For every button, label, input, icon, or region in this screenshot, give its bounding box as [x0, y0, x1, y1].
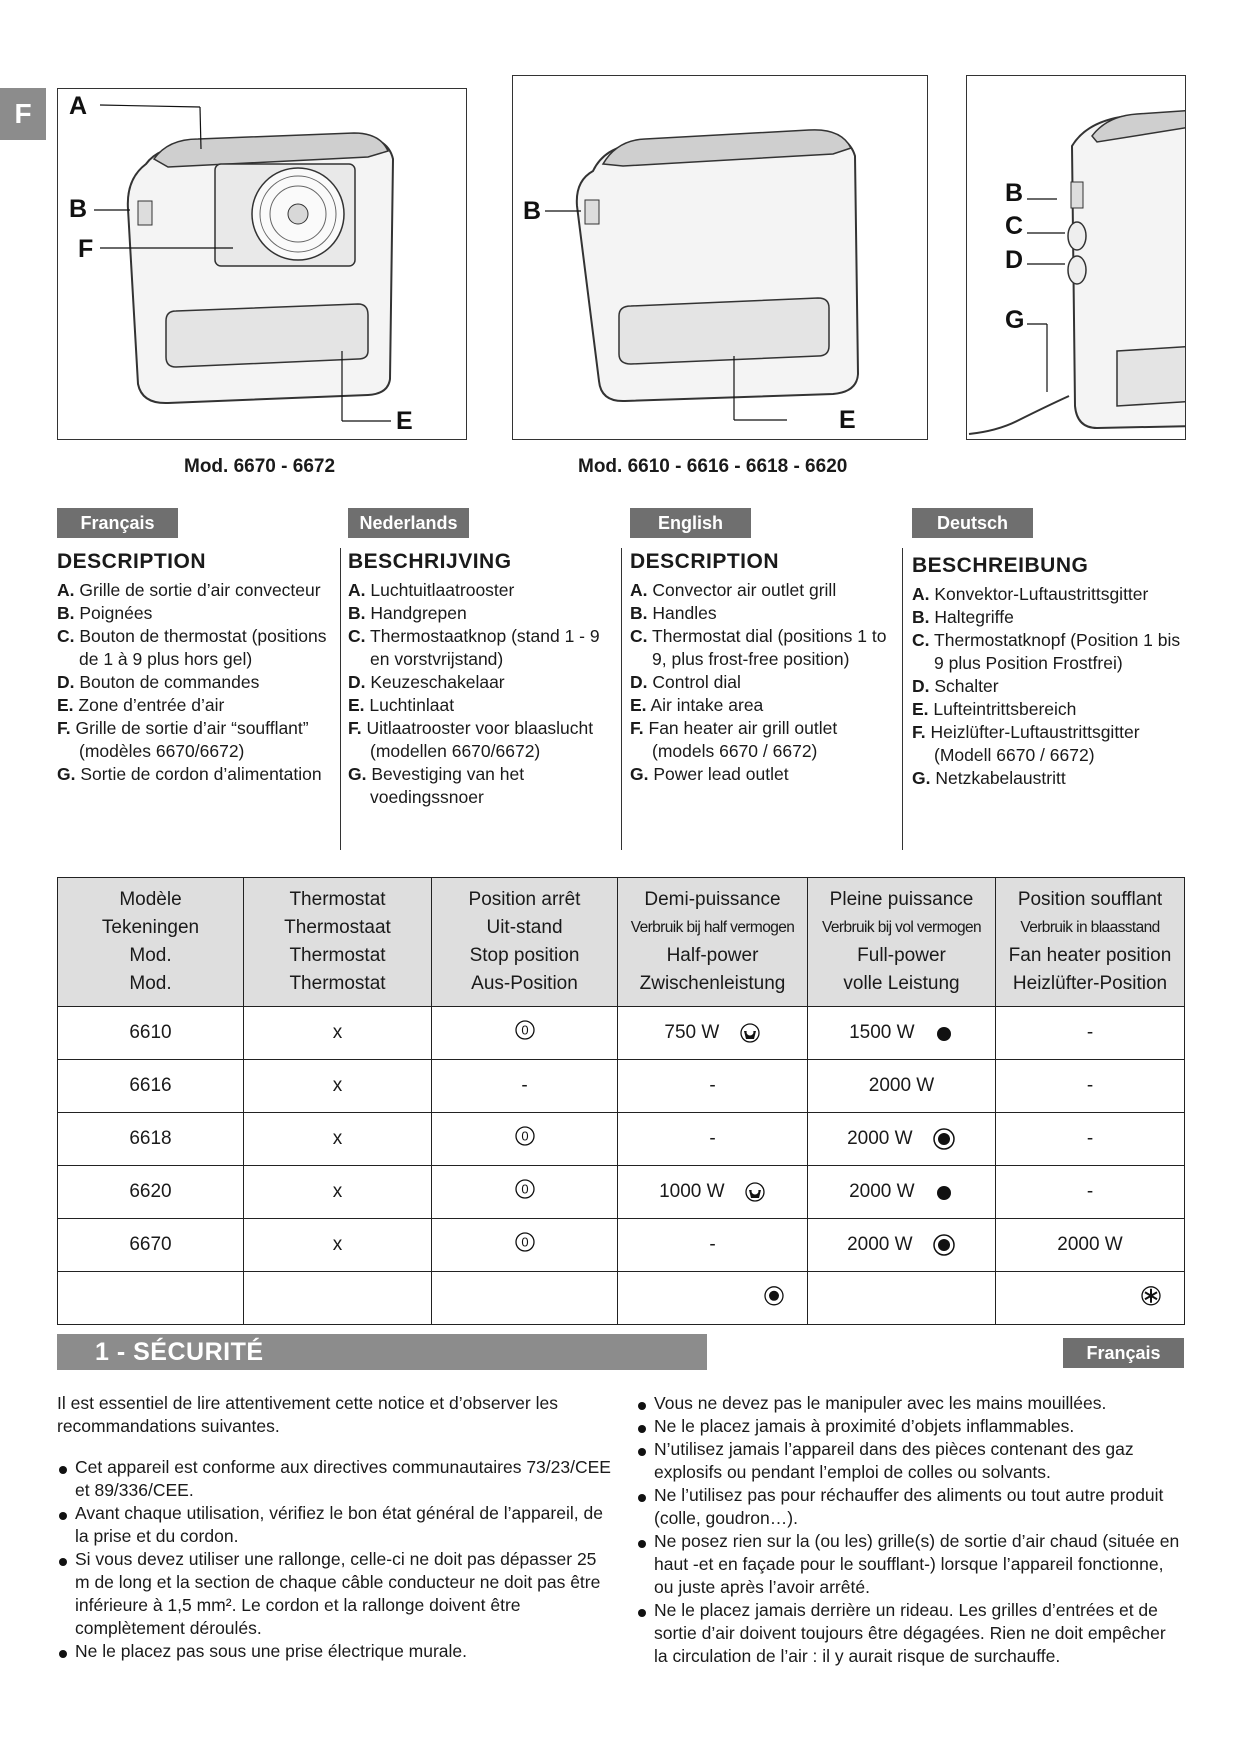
- description-item: A. Grille de sortie d’air convecteur: [57, 580, 321, 600]
- cell-empty: [432, 1272, 618, 1325]
- stop-zero-icon: [514, 1178, 536, 1200]
- description-item: B. Poignées: [57, 603, 153, 623]
- description-item: B. Haltegriffe: [912, 607, 1014, 627]
- description-de: [912, 554, 1184, 790]
- description-item: D. Control dial: [630, 672, 741, 692]
- description-item: E. Lufteintrittsbereich: [912, 699, 1077, 719]
- full-power-dot-icon: [934, 1182, 954, 1202]
- full-power-ring-icon: [932, 1127, 956, 1151]
- cell-thermostat: x: [244, 1007, 432, 1060]
- cell-fan: -: [996, 1113, 1185, 1166]
- stop-zero-icon: [514, 1019, 536, 1041]
- figure-heater-6670: [57, 88, 467, 440]
- full-power-dot-icon: [934, 1023, 954, 1043]
- figure-caption-6610: Mod. 6610 - 6616 - 6618 - 6620: [578, 456, 848, 477]
- safety-bullet: Ne le placez jamais à proximité d’objets inflammables.: [636, 1415, 1184, 1438]
- cell-model: 6620: [58, 1166, 244, 1219]
- table-row-symbols: [58, 1272, 1185, 1325]
- description-item: F. Uitlaatrooster voor blaaslucht (modellen 6670/6672): [348, 718, 594, 761]
- figure-label: B: [523, 197, 542, 225]
- cell-thermostat: x: [244, 1219, 432, 1272]
- lang-badge-en: English: [630, 508, 751, 538]
- table-header-row: [58, 878, 1185, 1007]
- section-lang-badge: Français: [1063, 1338, 1184, 1368]
- description-item: D. Keuzeschakelaar: [348, 672, 505, 692]
- figure-label: C: [1005, 212, 1024, 240]
- figure-label: D: [1005, 246, 1024, 274]
- header-stop-position: Position arrêt Uit-stand Stop position Aus-Position: [432, 878, 618, 1007]
- half-power-icon: [739, 1022, 761, 1044]
- description-item: D. Bouton de commandes: [57, 672, 260, 692]
- safety-bullet: Avant chaque utilisation, vérifiez le bon état général de l’appareil, de la prise et du cordon.: [57, 1502, 612, 1548]
- cell-thermostat: x: [244, 1166, 432, 1219]
- cell-empty: [58, 1272, 244, 1325]
- half-power-icon: [744, 1181, 766, 1203]
- stop-zero-icon: [514, 1125, 536, 1147]
- header-model: Modèle Tekeningen Mod. Mod.: [58, 878, 244, 1007]
- description-item: G. Sortie de cordon d’alimentation: [57, 764, 322, 784]
- description-heading: BESCHRIJVING: [348, 550, 512, 573]
- figure-label: E: [839, 406, 856, 434]
- heater-illustration-convector: [513, 76, 927, 439]
- figure-label: B: [69, 195, 88, 223]
- heater-illustration-side: [967, 76, 1185, 439]
- cell-half-power: 750 W: [618, 1007, 808, 1060]
- column-divider: [902, 548, 903, 850]
- cell-fan: -: [996, 1166, 1185, 1219]
- full-power-ring-icon: [932, 1233, 956, 1257]
- lang-badge-nl: Nederlands: [348, 508, 469, 538]
- cell-half-power: -: [618, 1219, 808, 1272]
- cell-empty: [808, 1272, 996, 1325]
- header-fan-position: Position soufflant Verbruik in blaasstand Fan heater position Heizlüfter-Position: [996, 878, 1185, 1007]
- table-row: [58, 1166, 1185, 1219]
- description-heading: DESCRIPTION: [57, 550, 207, 573]
- column-divider: [340, 548, 341, 850]
- lang-badge-de: Deutsch: [912, 508, 1033, 538]
- description-en: [630, 550, 900, 786]
- lang-badge-fr: Français: [57, 508, 178, 538]
- svg-text:0: 0: [520, 1234, 529, 1250]
- table-row: [58, 1007, 1185, 1060]
- column-divider: [621, 548, 622, 850]
- cell-stop: [432, 1113, 618, 1166]
- description-item: G. Netzkabelaustritt: [912, 768, 1066, 788]
- svg-text:0: 0: [520, 1128, 529, 1144]
- heater-illustration-fan: [58, 89, 466, 439]
- description-heading: DESCRIPTION: [630, 550, 780, 573]
- safety-bullet: Ne l’utilisez pas pour réchauffer des aliments ou tout autre produit (colle, goudron…).: [636, 1484, 1184, 1530]
- description-item: E. Zone d’entrée d’air: [57, 695, 225, 715]
- description-item: E. Air intake area: [630, 695, 764, 715]
- safety-bullet: Si vous devez utiliser une rallonge, celle-ci ne doit pas dépasser 25 m de long et la section de chaque câble conducteur ne doit pas être inférieure à 1,5 mm². Le cordon et la rallonge doivent être complètement déroulés.: [57, 1548, 612, 1640]
- cell-fan: 2000 W: [996, 1219, 1185, 1272]
- safety-right-column: [636, 1392, 1184, 1668]
- cell-model: 6616: [58, 1060, 244, 1113]
- figure-heater-6610: [512, 75, 928, 440]
- table-row: [58, 1219, 1185, 1272]
- description-item: G. Power lead outlet: [630, 764, 789, 784]
- figure-label: G: [1005, 306, 1025, 334]
- cell-empty: [244, 1272, 432, 1325]
- cell-model: 6618: [58, 1113, 244, 1166]
- half-power-ring-icon: [763, 1285, 785, 1307]
- cell-full-power: 2000 W: [808, 1060, 996, 1113]
- table-row: [58, 1060, 1185, 1113]
- language-side-tab: F: [0, 88, 46, 140]
- cell-stop: -: [432, 1060, 618, 1113]
- header-half-power: Demi-puissance Verbruik bij half vermogen Half-power Zwischenleistung: [618, 878, 808, 1007]
- figure-label: F: [78, 235, 94, 263]
- figure-label: A: [69, 92, 88, 120]
- cell-half-power: -: [618, 1113, 808, 1166]
- svg-text:0: 0: [520, 1181, 529, 1197]
- description-item: B. Handles: [630, 603, 717, 623]
- description-item: C. Bouton de thermostat (positions de 1 à 9 plus hors gel): [57, 626, 327, 669]
- description-item: C. Thermostat dial (positions 1 to 9, plus frost-free position): [630, 626, 887, 669]
- header-full-power: Pleine puissance Verbruik bij vol vermogen Full-power volle Leistung: [808, 878, 996, 1007]
- cell-half-power: -: [618, 1060, 808, 1113]
- header-thermostat: Thermostat Thermostaat Thermostat Thermostat: [244, 878, 432, 1007]
- cell-half-power: 1000 W: [618, 1166, 808, 1219]
- description-item: A. Konvektor-Luftaustrittsgitter: [912, 584, 1149, 604]
- description-heading: BESCHREIBUNG: [912, 554, 1089, 577]
- cell-model: 6670: [58, 1219, 244, 1272]
- description-item: F. Heizlüfter-Luftaustrittsgitter (Modell 6670 / 6672): [912, 722, 1140, 765]
- safety-bullet: Ne posez rien sur la (ou les) grille(s) de sortie d’air chaud (située en haut -et en façade pour le soufflant-) lorsque l’appareil fonctionne, ou juste après l’avoir arrêté.: [636, 1530, 1184, 1599]
- cell-full-power: 2000 W: [808, 1113, 996, 1166]
- cell-fan: -: [996, 1007, 1185, 1060]
- section-title-bar: 1 - SÉCURITÉ: [57, 1334, 707, 1370]
- svg-text:0: 0: [520, 1022, 529, 1038]
- cell-half-symbol: [618, 1272, 808, 1325]
- description-item: F. Grille de sortie d’air “soufflant” (modèles 6670/6672): [57, 718, 309, 761]
- cell-fan: -: [996, 1060, 1185, 1113]
- safety-intro: Il est essentiel de lire attentivement cette notice et d’observer les recommandations suivantes.: [57, 1393, 558, 1436]
- figure-heater-side-controls: [966, 75, 1186, 440]
- cell-thermostat: x: [244, 1113, 432, 1166]
- description-item: D. Schalter: [912, 676, 999, 696]
- stop-zero-icon: [514, 1231, 536, 1253]
- description-item: C. Thermostaatknop (stand 1 - 9 en vorstvrijstand): [348, 626, 600, 669]
- description-item: A. Luchtuitlaatrooster: [348, 580, 515, 600]
- fan-star-icon: [1140, 1285, 1162, 1307]
- safety-bullet: Vous ne devez pas le manipuler avec les mains mouillées.: [636, 1392, 1184, 1415]
- safety-bullet: Ne le placez pas sous une prise électrique murale.: [57, 1640, 612, 1663]
- description-item: A. Convector air outlet grill: [630, 580, 837, 600]
- cell-full-power: 1500 W: [808, 1007, 996, 1060]
- power-settings-table: [57, 877, 1185, 1325]
- cell-stop: [432, 1007, 618, 1060]
- safety-bullet: Ne le placez jamais derrière un rideau. Les grilles d’entrées et de sortie d’air doivent toujours être dégagées. Rien ne doit empêcher la circulation de l’air : il y aurait risque de surchauffe.: [636, 1599, 1184, 1668]
- description-nl: [348, 550, 618, 809]
- description-item: C. Thermostatknopf (Position 1 bis 9 plus Position Frostfrei): [912, 630, 1181, 673]
- description-item: E. Luchtinlaat: [348, 695, 455, 715]
- cell-stop: [432, 1166, 618, 1219]
- description-item: B. Handgrepen: [348, 603, 467, 623]
- cell-full-power: 2000 W: [808, 1219, 996, 1272]
- figure-label: E: [396, 407, 413, 435]
- figure-label: B: [1005, 179, 1024, 207]
- safety-left-column: [57, 1392, 612, 1663]
- cell-model: 6610: [58, 1007, 244, 1060]
- figure-caption-6670: Mod. 6670 - 6672: [184, 456, 336, 477]
- cell-fan-symbol: [996, 1272, 1185, 1325]
- cell-full-power: 2000 W: [808, 1166, 996, 1219]
- safety-bullet: Cet appareil est conforme aux directives communautaires 73/23/CEE et 89/336/CEE.: [57, 1456, 612, 1502]
- table-row: [58, 1113, 1185, 1166]
- description-fr: [57, 550, 332, 786]
- cell-thermostat: x: [244, 1060, 432, 1113]
- description-item: G. Bevestiging van het voedingssnoer: [348, 764, 525, 807]
- description-item: F. Fan heater air grill outlet (models 6670 / 6672): [630, 718, 838, 761]
- cell-stop: [432, 1219, 618, 1272]
- safety-bullet: N’utilisez jamais l’appareil dans des pièces contenant des gaz explosifs ou pendant l’emploi de colles ou solvants.: [636, 1438, 1184, 1484]
